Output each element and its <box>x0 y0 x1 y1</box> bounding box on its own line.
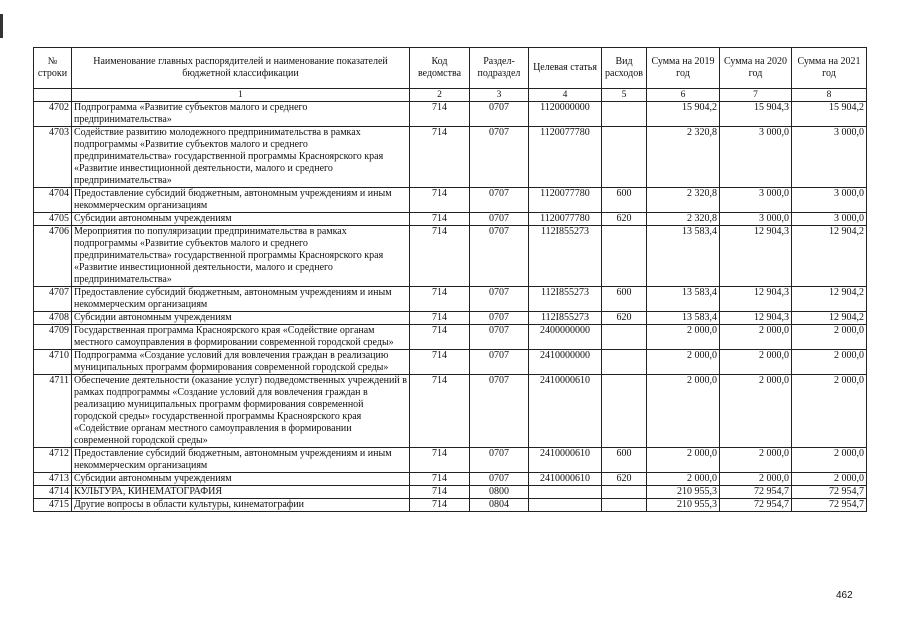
table-row <box>34 350 867 375</box>
row-name: КУЛЬТУРА, КИНЕМАТОГРАФИЯ <box>72 486 410 499</box>
row-sum-2019: 2 320,8 <box>647 213 720 226</box>
row-exp-type: 600 <box>602 448 647 473</box>
row-sum-2021: 2 000,0 <box>792 325 867 350</box>
table-row <box>34 226 867 287</box>
row-sum-2020: 12 904,3 <box>720 312 792 325</box>
table-row <box>34 325 867 350</box>
row-section: 0707 <box>470 188 529 213</box>
row-number: 4708 <box>34 312 72 325</box>
row-dept-code: 714 <box>410 102 470 127</box>
budget-table-container <box>33 47 866 512</box>
row-sum-2019: 13 583,4 <box>647 287 720 312</box>
row-name: Подпрограмма «Создание условий для вовлечения граждан в реализацию муниципальных программ формирования современной городской среды» <box>72 350 410 375</box>
row-sum-2020: 3 000,0 <box>720 213 792 226</box>
header-exp-type: Вид расходов <box>602 48 647 89</box>
row-sum-2020: 15 904,3 <box>720 102 792 127</box>
row-number: 4706 <box>34 226 72 287</box>
row-target: 2410000610 <box>529 375 602 448</box>
row-number: 4707 <box>34 287 72 312</box>
row-sum-2021: 2 000,0 <box>792 350 867 375</box>
row-dept-code: 714 <box>410 213 470 226</box>
row-number: 4713 <box>34 473 72 486</box>
row-target: 2410000610 <box>529 448 602 473</box>
row-sum-2020: 2 000,0 <box>720 448 792 473</box>
row-sum-2019: 13 583,4 <box>647 312 720 325</box>
row-sum-2019: 2 320,8 <box>647 127 720 188</box>
row-exp-type <box>602 102 647 127</box>
col-number: 5 <box>602 89 647 102</box>
row-sum-2020: 72 954,7 <box>720 486 792 499</box>
header-sum-2020: Сумма на 2020 год <box>720 48 792 89</box>
row-name: Субсидии автономным учреждениям <box>72 473 410 486</box>
col-number: 6 <box>647 89 720 102</box>
row-sum-2019: 13 583,4 <box>647 226 720 287</box>
row-number: 4710 <box>34 350 72 375</box>
table-row <box>34 188 867 213</box>
row-sum-2020: 2 000,0 <box>720 375 792 448</box>
page-number: 462 <box>836 590 853 601</box>
row-name: Государственная программа Красноярского края «Содействие органам местного самоуправления в формировании современной городской среды» <box>72 325 410 350</box>
row-sum-2019: 2 000,0 <box>647 375 720 448</box>
row-sum-2020: 12 904,3 <box>720 287 792 312</box>
row-sum-2019: 2 000,0 <box>647 448 720 473</box>
row-sum-2019: 2 000,0 <box>647 473 720 486</box>
col-number: 3 <box>470 89 529 102</box>
row-exp-type: 600 <box>602 188 647 213</box>
row-name: Мероприятия по популяризации предпринимательства в рамках подпрограммы «Развитие субъектов малого и среднего предпринимательства» государственной программы Красноярского края «Развитие инвестиционной деятельности, малого и среднего предпринимательства» <box>72 226 410 287</box>
budget-table <box>33 47 867 512</box>
row-section: 0707 <box>470 213 529 226</box>
row-section: 0707 <box>470 375 529 448</box>
row-sum-2021: 3 000,0 <box>792 127 867 188</box>
row-sum-2020: 72 954,7 <box>720 499 792 512</box>
row-dept-code: 714 <box>410 226 470 287</box>
row-target <box>529 486 602 499</box>
row-section: 0800 <box>470 486 529 499</box>
row-sum-2019: 2 000,0 <box>647 350 720 375</box>
row-sum-2021: 12 904,2 <box>792 312 867 325</box>
row-name: Предоставление субсидий бюджетным, автономным учреждениям и иным некоммерческим организациям <box>72 448 410 473</box>
row-dept-code: 714 <box>410 448 470 473</box>
row-target: 112I855273 <box>529 312 602 325</box>
row-section: 0707 <box>470 226 529 287</box>
scan-edge-mark <box>0 14 3 38</box>
row-section: 0707 <box>470 325 529 350</box>
row-exp-type <box>602 127 647 188</box>
header-sum-2021: Сумма на 2021 год <box>792 48 867 89</box>
row-number: 4714 <box>34 486 72 499</box>
row-dept-code: 714 <box>410 325 470 350</box>
col-number: 4 <box>529 89 602 102</box>
table-row <box>34 448 867 473</box>
row-sum-2021: 2 000,0 <box>792 473 867 486</box>
row-sum-2021: 15 904,2 <box>792 102 867 127</box>
row-exp-type <box>602 499 647 512</box>
row-sum-2021: 2 000,0 <box>792 448 867 473</box>
row-sum-2020: 3 000,0 <box>720 127 792 188</box>
row-sum-2020: 2 000,0 <box>720 350 792 375</box>
row-name: Субсидии автономным учреждениям <box>72 213 410 226</box>
row-target: 1120000000 <box>529 102 602 127</box>
row-exp-type: 620 <box>602 312 647 325</box>
row-target: 1120077780 <box>529 127 602 188</box>
col-number: 1 <box>72 89 410 102</box>
col-number: 2 <box>410 89 470 102</box>
row-exp-type <box>602 486 647 499</box>
row-dept-code: 714 <box>410 375 470 448</box>
row-sum-2021: 72 954,7 <box>792 499 867 512</box>
row-sum-2020: 3 000,0 <box>720 188 792 213</box>
row-section: 0707 <box>470 127 529 188</box>
row-sum-2021: 72 954,7 <box>792 486 867 499</box>
row-sum-2020: 2 000,0 <box>720 473 792 486</box>
row-target: 1120077780 <box>529 213 602 226</box>
row-dept-code: 714 <box>410 350 470 375</box>
row-exp-type <box>602 350 647 375</box>
col-number: 7 <box>720 89 792 102</box>
row-section: 0707 <box>470 312 529 325</box>
row-dept-code: 714 <box>410 499 470 512</box>
row-section: 0707 <box>470 350 529 375</box>
table-row <box>34 102 867 127</box>
row-section: 0707 <box>470 102 529 127</box>
row-exp-type <box>602 325 647 350</box>
row-sum-2019: 2 000,0 <box>647 325 720 350</box>
row-name: Предоставление субсидий бюджетным, автономным учреждениям и иным некоммерческим организациям <box>72 287 410 312</box>
table-row <box>34 287 867 312</box>
row-name: Подпрограмма «Развитие субъектов малого и среднего предпринимательства» <box>72 102 410 127</box>
row-dept-code: 714 <box>410 188 470 213</box>
header-row-no: № строки <box>34 48 72 89</box>
row-dept-code: 714 <box>410 127 470 188</box>
row-section: 0804 <box>470 499 529 512</box>
row-exp-type <box>602 375 647 448</box>
row-sum-2019: 2 320,8 <box>647 188 720 213</box>
row-sum-2020: 12 904,3 <box>720 226 792 287</box>
row-number: 4715 <box>34 499 72 512</box>
row-name: Другие вопросы в области культуры, кинематографии <box>72 499 410 512</box>
row-number: 4704 <box>34 188 72 213</box>
row-name: Субсидии автономным учреждениям <box>72 312 410 325</box>
row-exp-type: 620 <box>602 213 647 226</box>
column-number-row <box>34 89 867 102</box>
col-number <box>34 89 72 102</box>
row-dept-code: 714 <box>410 312 470 325</box>
table-row <box>34 473 867 486</box>
row-number: 4705 <box>34 213 72 226</box>
table-row <box>34 312 867 325</box>
row-name: Содействие развитию молодежного предпринимательства в рамках подпрограммы «Развитие субъектов малого и среднего предпринимательства» государственной программы Красноярского края «Развитие инвестиционной деятельности, малого и среднего предпринимательства» <box>72 127 410 188</box>
row-exp-type <box>602 226 647 287</box>
row-name: Обеспечение деятельности (оказание услуг) подведомственных учреждений в рамках подпрограммы «Создание условий для вовлечения граждан в реализацию муниципальных программ формирования современной городской среды» государственной программы Красноярского края «Содействие органам местного самоуправления в формировании современной городской среды» <box>72 375 410 448</box>
row-sum-2019: 210 955,3 <box>647 486 720 499</box>
row-section: 0707 <box>470 448 529 473</box>
table-row <box>34 213 867 226</box>
row-sum-2021: 12 904,2 <box>792 226 867 287</box>
row-sum-2019: 15 904,2 <box>647 102 720 127</box>
table-row <box>34 127 867 188</box>
header-dept-code: Код ведомства <box>410 48 470 89</box>
row-number: 4711 <box>34 375 72 448</box>
row-dept-code: 714 <box>410 287 470 312</box>
row-target: 2410000610 <box>529 473 602 486</box>
row-name: Предоставление субсидий бюджетным, автономным учреждениям и иным некоммерческим организациям <box>72 188 410 213</box>
row-sum-2021: 3 000,0 <box>792 188 867 213</box>
table-body <box>34 102 867 512</box>
row-target: 112I855273 <box>529 226 602 287</box>
row-target: 1120077780 <box>529 188 602 213</box>
row-sum-2021: 3 000,0 <box>792 213 867 226</box>
row-dept-code: 714 <box>410 486 470 499</box>
table-header-row <box>34 48 867 89</box>
row-dept-code: 714 <box>410 473 470 486</box>
table-row <box>34 486 867 499</box>
header-section: Раздел-подраздел <box>470 48 529 89</box>
table-row <box>34 499 867 512</box>
row-target <box>529 499 602 512</box>
row-section: 0707 <box>470 287 529 312</box>
row-number: 4702 <box>34 102 72 127</box>
row-target: 112I855273 <box>529 287 602 312</box>
header-target: Целевая статья <box>529 48 602 89</box>
table-row <box>34 375 867 448</box>
header-sum-2019: Сумма на 2019 год <box>647 48 720 89</box>
row-target: 2410000000 <box>529 350 602 375</box>
row-exp-type: 620 <box>602 473 647 486</box>
row-sum-2021: 12 904,2 <box>792 287 867 312</box>
row-target: 2400000000 <box>529 325 602 350</box>
row-exp-type: 600 <box>602 287 647 312</box>
header-name: Наименование главных распорядителей и наименование показателей бюджетной классификации <box>72 48 410 89</box>
row-section: 0707 <box>470 473 529 486</box>
row-number: 4703 <box>34 127 72 188</box>
col-number: 8 <box>792 89 867 102</box>
row-number: 4709 <box>34 325 72 350</box>
row-number: 4712 <box>34 448 72 473</box>
row-sum-2019: 210 955,3 <box>647 499 720 512</box>
row-sum-2020: 2 000,0 <box>720 325 792 350</box>
row-sum-2021: 2 000,0 <box>792 375 867 448</box>
